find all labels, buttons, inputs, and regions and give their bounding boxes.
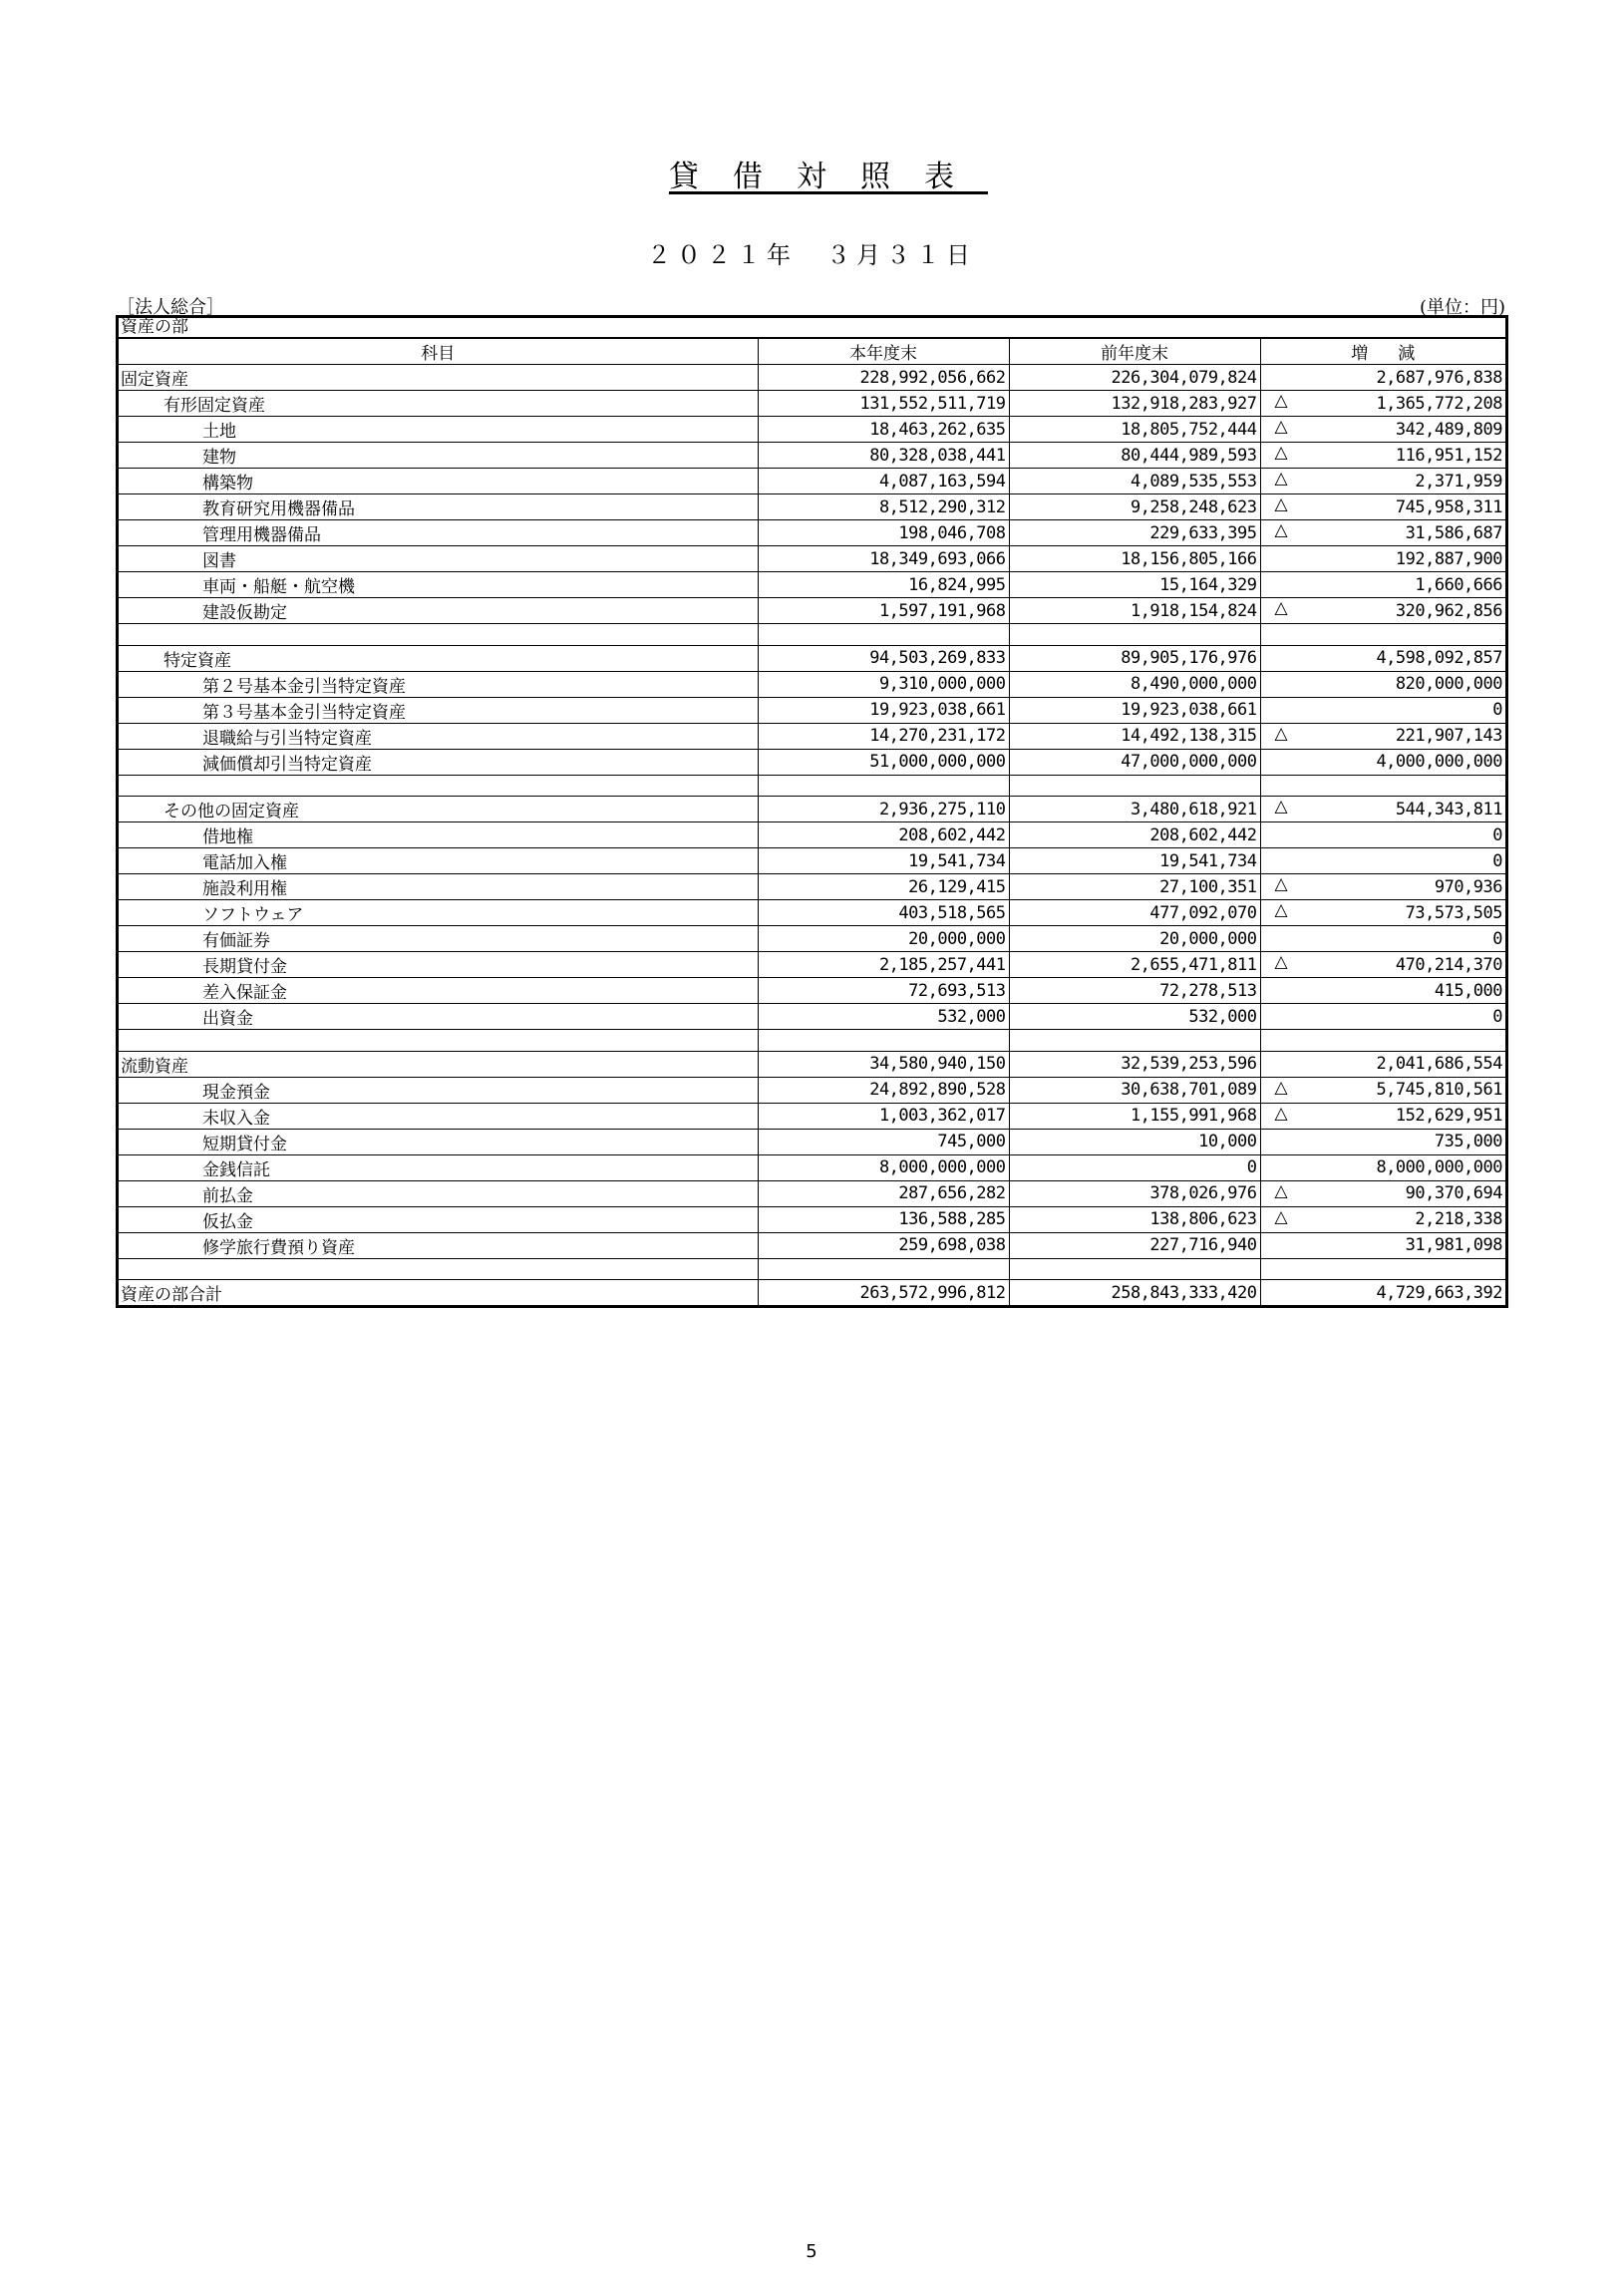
change-value: 320,962,856 (1395, 600, 1502, 621)
table-row (119, 671, 1505, 697)
table-row (119, 1280, 1505, 1306)
change-cell (1260, 952, 1505, 978)
current-value (758, 775, 1009, 797)
table-row (119, 749, 1505, 775)
previous-value: 9,258,248,623 (1009, 494, 1260, 520)
change-value: 2,371,959 (1415, 471, 1502, 492)
current-value: 18,463,262,635 (758, 417, 1009, 443)
previous-value: 4,089,535,553 (1009, 469, 1260, 494)
change-value: 970,936 (1434, 876, 1502, 897)
item-name: 電話加入権 (119, 848, 758, 874)
current-value: 2,936,275,110 (758, 797, 1009, 822)
table-row (119, 469, 1505, 494)
current-value: 94,503,269,833 (758, 645, 1009, 671)
change-value: 8,000,000,000 (1376, 1157, 1502, 1177)
change-cell (1260, 874, 1505, 900)
item-name: 特定資産 (119, 645, 758, 671)
table-row (119, 1051, 1505, 1077)
change-cell (1260, 1077, 1505, 1103)
item-name: 構築物 (119, 469, 758, 494)
change-value: 745,958,311 (1395, 496, 1502, 517)
table-row (119, 572, 1505, 598)
table-row (119, 1077, 1505, 1103)
current-value: 80,328,038,441 (758, 443, 1009, 469)
decrease-mark: △ (1274, 520, 1288, 540)
change-cell (1260, 671, 1505, 697)
change-cell (1260, 645, 1505, 671)
change-cell (1260, 546, 1505, 572)
table-row (119, 1154, 1505, 1180)
current-value: 745,000 (758, 1129, 1009, 1154)
previous-value: 229,633,395 (1009, 520, 1260, 546)
item-name: 第２号基本金引当特定資産 (119, 671, 758, 697)
table-row (119, 874, 1505, 900)
current-value: 14,270,231,172 (758, 723, 1009, 749)
previous-value: 132,918,283,927 (1009, 391, 1260, 417)
spacer-row (119, 775, 1505, 797)
change-value: 0 (1492, 824, 1502, 845)
previous-value: 72,278,513 (1009, 978, 1260, 1004)
change-cell (1260, 1004, 1505, 1030)
change-cell (1260, 572, 1505, 598)
previous-value: 19,541,734 (1009, 848, 1260, 874)
table-row (119, 952, 1505, 978)
previous-value: 8,490,000,000 (1009, 671, 1260, 697)
item-name (119, 624, 758, 646)
current-value: 532,000 (758, 1004, 1009, 1030)
item-name: 土地 (119, 417, 758, 443)
table-row (119, 1180, 1505, 1206)
item-name: 現金預金 (119, 1077, 758, 1103)
decrease-mark: △ (1274, 494, 1288, 514)
current-value: 228,992,056,662 (758, 365, 1009, 391)
previous-value: 138,806,623 (1009, 1206, 1260, 1232)
item-name: 資産の部合計 (121, 1285, 222, 1305)
previous-value: 32,539,253,596 (1009, 1051, 1260, 1077)
item-name: 流動資産 (119, 1051, 758, 1077)
item-name: 出資金 (119, 1004, 758, 1030)
current-value: 1,003,362,017 (758, 1103, 1009, 1129)
item-name: 修学旅行費預り資産 (119, 1232, 758, 1258)
item-name: 未収入金 (119, 1103, 758, 1129)
change-value: 31,981,098 (1405, 1235, 1502, 1255)
change-cell (1260, 494, 1505, 520)
item-name: 管理用機器備品 (119, 520, 758, 546)
current-value: 403,518,565 (758, 900, 1009, 926)
change-value: 116,951,152 (1395, 445, 1502, 466)
previous-value (1009, 1030, 1260, 1052)
change-cell (1260, 469, 1505, 494)
change-value: 1,660,666 (1415, 574, 1502, 595)
current-value: 9,310,000,000 (758, 671, 1009, 697)
balance-sheet (116, 315, 1508, 1308)
item-name (119, 1030, 758, 1052)
change-value: 0 (1492, 928, 1502, 949)
previous-value: 1,918,154,824 (1009, 598, 1260, 624)
change-value: 0 (1492, 700, 1502, 720)
header-change: 増減 (1260, 339, 1505, 365)
decrease-mark: △ (1274, 469, 1288, 489)
change-cell (1260, 1232, 1505, 1258)
decrease-mark: △ (1274, 391, 1288, 411)
change-cell (1260, 848, 1505, 874)
header-current: 本年度末 (758, 339, 1009, 365)
decrease-mark: △ (1274, 598, 1288, 618)
decrease-mark: △ (1274, 1077, 1288, 1098)
change-cell (1260, 391, 1505, 417)
item-name: 短期貸付金 (119, 1129, 758, 1154)
previous-value: 1,155,991,968 (1009, 1103, 1260, 1129)
change-cell (1260, 1129, 1505, 1154)
table-row (119, 1206, 1505, 1232)
table-row (119, 443, 1505, 469)
change-cell (1260, 1030, 1505, 1052)
change-value: 342,489,809 (1395, 419, 1502, 440)
decrease-mark: △ (1274, 1180, 1288, 1201)
change-cell (1260, 723, 1505, 749)
previous-value: 27,100,351 (1009, 874, 1260, 900)
table-row (119, 1004, 1505, 1030)
item-name: 図書 (119, 546, 758, 572)
current-value: 24,892,890,528 (758, 1077, 1009, 1103)
current-value: 26,129,415 (758, 874, 1009, 900)
table-row (119, 1232, 1505, 1258)
change-value: 735,000 (1434, 1132, 1502, 1151)
item-name: 建設仮勘定 (119, 598, 758, 624)
current-value (758, 1258, 1009, 1280)
previous-value: 10,000 (1009, 1129, 1260, 1154)
table-row (119, 697, 1505, 723)
table-row (119, 494, 1505, 520)
change-cell (1260, 1051, 1505, 1077)
previous-value: 532,000 (1009, 1004, 1260, 1030)
current-value: 2,185,257,441 (758, 952, 1009, 978)
current-value: 1,597,191,968 (758, 598, 1009, 624)
balance-sheet-table (119, 339, 1505, 1305)
decrease-mark: △ (1274, 1206, 1288, 1227)
item-name: 減価償却引当特定資産 (119, 749, 758, 775)
item-name (119, 775, 758, 797)
current-value: 136,588,285 (758, 1206, 1009, 1232)
item-name: 借地権 (119, 822, 758, 848)
previous-value: 30,638,701,089 (1009, 1077, 1260, 1103)
item-name: 金銭信託 (119, 1154, 758, 1180)
item-name: 固定資産 (119, 365, 758, 391)
decrease-mark: △ (1274, 417, 1288, 437)
change-value: 2,041,686,554 (1376, 1054, 1502, 1074)
change-cell (1260, 1206, 1505, 1232)
item-name: 長期貸付金 (119, 952, 758, 978)
previous-value: 15,164,329 (1009, 572, 1260, 598)
change-value: 0 (1492, 850, 1502, 871)
change-value: 4,598,092,857 (1376, 648, 1502, 668)
previous-value: 0 (1009, 1154, 1260, 1180)
item-name: 有形固定資産 (119, 391, 758, 417)
table-row (119, 546, 1505, 572)
change-cell (1260, 1280, 1505, 1306)
previous-value: 19,923,038,661 (1009, 697, 1260, 723)
change-value: 5,745,810,561 (1376, 1080, 1502, 1100)
change-cell (1260, 697, 1505, 723)
item-name: 車両・船艇・航空機 (119, 572, 758, 598)
change-value: 0 (1492, 1006, 1502, 1027)
previous-value: 258,843,333,420 (1009, 1280, 1260, 1306)
change-value: 4,729,663,392 (1376, 1282, 1502, 1303)
change-value: 221,907,143 (1395, 726, 1502, 746)
current-value: 259,698,038 (758, 1232, 1009, 1258)
previous-value: 208,602,442 (1009, 822, 1260, 848)
document-title-text: 貸借対照表 (669, 160, 988, 194)
change-cell (1260, 624, 1505, 646)
table-row (119, 900, 1505, 926)
item-name: 退職給与引当特定資産 (119, 723, 758, 749)
previous-value: 226,304,079,824 (1009, 365, 1260, 391)
document-title (0, 152, 1623, 195)
table-row (119, 598, 1505, 624)
item-name: 差入保証金 (119, 978, 758, 1004)
change-value: 90,370,694 (1405, 1183, 1502, 1203)
table-body (119, 365, 1505, 1306)
change-cell (1260, 1154, 1505, 1180)
change-value: 192,887,900 (1395, 548, 1502, 569)
change-cell (1260, 365, 1505, 391)
current-value: 18,349,693,066 (758, 546, 1009, 572)
table-row (119, 723, 1505, 749)
previous-value: 20,000,000 (1009, 926, 1260, 952)
change-value: 415,000 (1434, 980, 1502, 1001)
current-value: 287,656,282 (758, 1180, 1009, 1206)
decrease-mark: △ (1274, 900, 1288, 920)
table-row (119, 1129, 1505, 1154)
previous-value: 47,000,000,000 (1009, 749, 1260, 775)
change-cell (1260, 797, 1505, 822)
table-row (119, 1103, 1505, 1129)
item-name: ソフトウェア (119, 900, 758, 926)
previous-value: 14,492,138,315 (1009, 723, 1260, 749)
change-value: 470,214,370 (1395, 954, 1502, 975)
table-row (119, 520, 1505, 546)
change-cell (1260, 775, 1505, 797)
decrease-mark: △ (1274, 1103, 1288, 1124)
item-name: 建物 (119, 443, 758, 469)
current-value: 4,087,163,594 (758, 469, 1009, 494)
table-row (119, 797, 1505, 822)
change-value: 4,000,000,000 (1376, 752, 1502, 772)
current-value: 20,000,000 (758, 926, 1009, 952)
entity-label: ［法人総合］ (117, 297, 224, 318)
previous-value (1009, 775, 1260, 797)
previous-value: 477,092,070 (1009, 900, 1260, 926)
table-row (119, 391, 1505, 417)
previous-value: 89,905,176,976 (1009, 645, 1260, 671)
header-row (119, 339, 1505, 365)
table-row (119, 822, 1505, 848)
previous-value (1009, 1258, 1260, 1280)
current-value: 51,000,000,000 (758, 749, 1009, 775)
item-name: 施設利用権 (119, 874, 758, 900)
previous-value: 227,716,940 (1009, 1232, 1260, 1258)
change-value: 544,343,811 (1395, 799, 1502, 820)
change-value: 152,629,951 (1395, 1106, 1502, 1126)
previous-value: 378,026,976 (1009, 1180, 1260, 1206)
previous-value: 2,655,471,811 (1009, 952, 1260, 978)
header-item: 科目 (119, 339, 758, 365)
change-cell (1260, 1180, 1505, 1206)
change-value: 31,586,687 (1405, 522, 1502, 543)
change-cell (1260, 417, 1505, 443)
change-cell (1260, 749, 1505, 775)
decrease-mark: △ (1274, 723, 1288, 744)
unit-label: (単位：円) (1419, 297, 1505, 318)
table-row (119, 365, 1505, 391)
change-value: 2,218,338 (1415, 1209, 1502, 1229)
spacer-row (119, 1030, 1505, 1052)
table-row (119, 926, 1505, 952)
item-name (119, 1258, 758, 1280)
current-value: 263,572,996,812 (758, 1280, 1009, 1306)
change-value: 73,573,505 (1405, 902, 1502, 923)
document-date: ２０２１年 ３月３１日 (647, 241, 976, 269)
previous-value: 18,156,805,166 (1009, 546, 1260, 572)
change-cell (1260, 900, 1505, 926)
previous-value: 3,480,618,921 (1009, 797, 1260, 822)
table-row (119, 645, 1505, 671)
current-value (758, 1030, 1009, 1052)
current-value: 16,824,995 (758, 572, 1009, 598)
change-cell (1260, 598, 1505, 624)
current-value (758, 624, 1009, 646)
current-value: 208,602,442 (758, 822, 1009, 848)
current-value: 19,923,038,661 (758, 697, 1009, 723)
previous-value (1009, 624, 1260, 646)
decrease-mark: △ (1274, 443, 1288, 463)
section-heading: 資産の部 (119, 318, 1505, 339)
page-number: 5 (806, 2241, 817, 2262)
table-row (119, 417, 1505, 443)
current-value: 8,000,000,000 (758, 1154, 1009, 1180)
current-value: 8,512,290,312 (758, 494, 1009, 520)
change-value: 820,000,000 (1395, 674, 1502, 694)
item-name: 有価証券 (119, 926, 758, 952)
decrease-mark: △ (1274, 952, 1288, 972)
change-cell (1260, 926, 1505, 952)
change-value: 2,687,976,838 (1376, 367, 1502, 388)
previous-value: 80,444,989,593 (1009, 443, 1260, 469)
change-cell (1260, 443, 1505, 469)
current-value: 34,580,940,150 (758, 1051, 1009, 1077)
item-name: 仮払金 (119, 1206, 758, 1232)
item-name: その他の固定資産 (119, 797, 758, 822)
current-value: 19,541,734 (758, 848, 1009, 874)
change-cell (1260, 978, 1505, 1004)
item-name: 教育研究用機器備品 (119, 494, 758, 520)
current-value: 198,046,708 (758, 520, 1009, 546)
decrease-mark: △ (1274, 797, 1288, 817)
current-value: 131,552,511,719 (758, 391, 1009, 417)
table-row (119, 848, 1505, 874)
spacer-row (119, 1258, 1505, 1280)
table-row (119, 978, 1505, 1004)
change-cell (1260, 1258, 1505, 1280)
spacer-row (119, 624, 1505, 646)
previous-value: 18,805,752,444 (1009, 417, 1260, 443)
header-previous: 前年度末 (1009, 339, 1260, 365)
change-cell (1260, 822, 1505, 848)
decrease-mark: △ (1274, 874, 1288, 894)
change-cell (1260, 1103, 1505, 1129)
item-name: 前払金 (119, 1180, 758, 1206)
item-name: 第３号基本金引当特定資産 (119, 697, 758, 723)
change-value: 1,365,772,208 (1376, 393, 1502, 414)
change-cell (1260, 520, 1505, 546)
current-value: 72,693,513 (758, 978, 1009, 1004)
